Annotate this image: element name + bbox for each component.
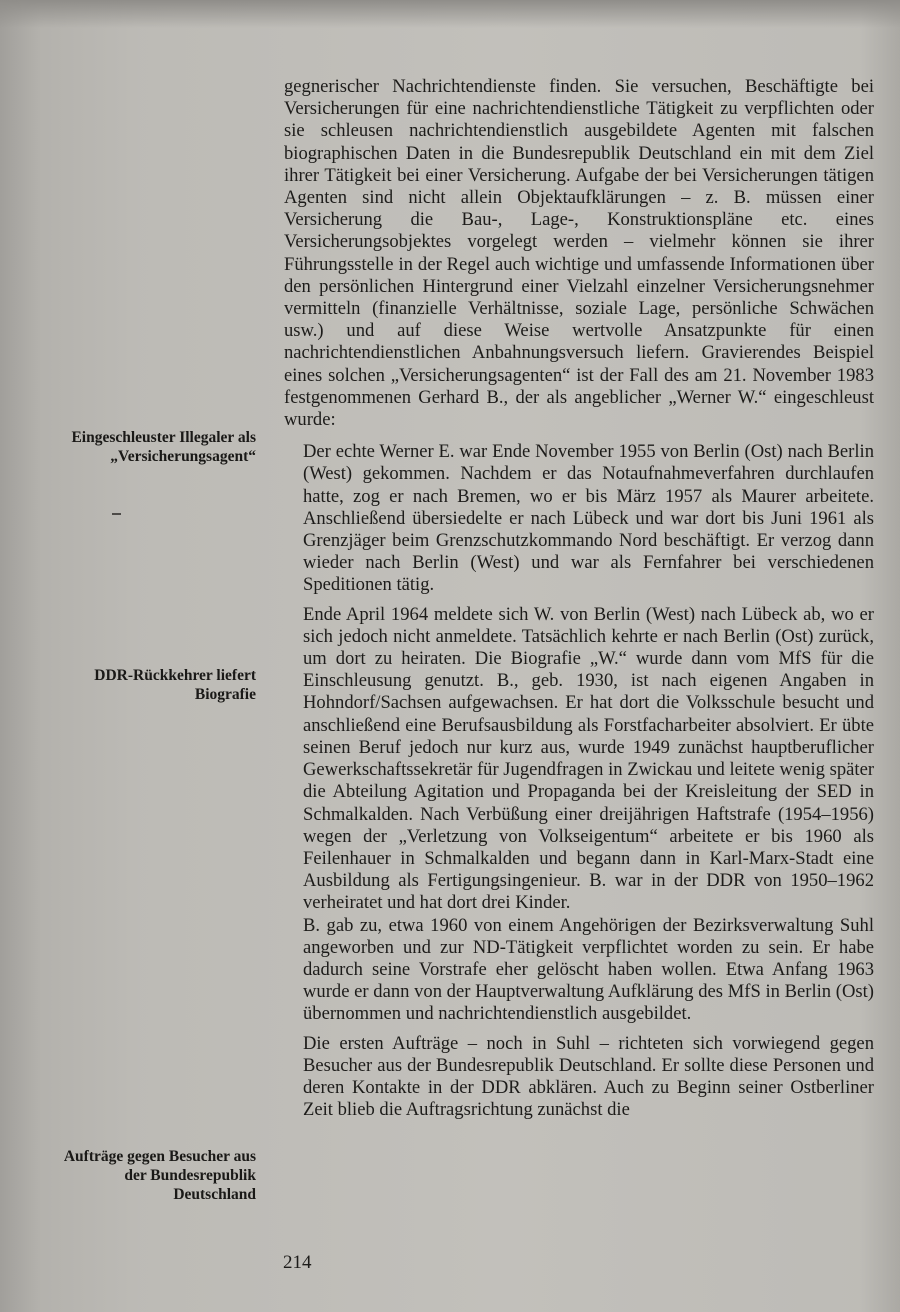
quote-paragraph-werner-e: Der echte Werner E. war Ende November 1955 von Berlin (Ost) nach Berlin (West) gekommen. Nachdem er das Notaufnahmeverfahren durchlaufen hatte, zog er nach Bremen, wo er bis März 1957 als Maurer arbeitete. Anschließend übersiedelte er nach Lübeck und war dort bis Juni 1961 als Grenzjäger beim Grenzschutzkommando Nord beschäftigt. Er verzog dann wieder nach Berlin (West) und war als Fernfahrer bei verschiedenen Speditionen tätig. [303, 441, 874, 596]
scan-top-edge [0, 0, 900, 28]
main-text-column [284, 76, 874, 1121]
quote-paragraph-biography: Ende April 1964 meldete sich W. von Berlin (West) nach Lübeck ab, wo er sich jedoch nicht anmeldete. Tatsächlich kehrte er nach Berlin (Ost) zurück, um dort zu heiraten. Die Biografie „W.“ wurde dann vom MfS für die Einschleusung genutzt. B., geb. 1930, ist nach eigenen Angaben in Hohndorf/Sachsen aufgewachsen. Er hat dort die Volksschule besucht und anschließend eine Berufsausbildung als Forstfacharbeiter absolviert. Er übte seinen Beruf jedoch nur kurz aus, wurde 1949 zunächst hauptberuflicher Gewerkschaftssekretär für Jugendfragen in Zwickau und leitete wenig später die Abteilung Agitation und Propaganda bei der Kreisleitung der SED in Schmalkalden. Nach Verbüßung einer dreijährigen Haftstrafe (1954–1956) wegen der „Verletzung von Volkseigentum“ arbeitete er bis 1960 als Feilenhauer in Schmalkalden und begann dann in Karl-Marx-Stadt eine Ausbildung als Fertigungsingenieur. B. war in der DDR von 1950–1962 verheiratet und hat dort drei Kinder. [303, 603, 875, 914]
sidenote-illegal-agent: Eingeschleuster Illegaler als „Versicherungsagent“ [71, 429, 256, 465]
sidenote-tasks-against-visitors: Aufträge gegen Besucher aus der Bundesrepublik Deutschland [63, 1148, 256, 1203]
paragraph-intro: gegnerischer Nachrichtendienste finden. Sie versuchen, Beschäftigte bei Versicherungen für eine nachrichtendienstliche Tätigkeit zu verpflichten oder sie schleusen nachrichtendienstlich ausgebildete Agenten mit falschen biographischen Daten in die Bundesrepublik Deutschland ein mit dem Ziel ihrer Tätigkeit bei einer Versicherung. Aufgabe der bei Versicherungen tätigen Agenten sind nicht allein Objektaufklärungen – z. B. müssen einer Versicherung die Bau-, Lage-, Konstruktionspläne etc. eines Versicherungsobjektes vorgelegt werden – vielmehr können sie ihrer Führungsstelle in der Regel auch wichtige und umfassende Informationen über den persönlichen Hintergrund einer Vielzahl einzelner Versicherungsnehmer vermitteln (finanzielle Verhältnisse, soziale Lage, persönliche Schwächen usw.) und auf diese Weise wertvolle Ansatzpunkte für einen nachrichtendienstlichen Anbahnungsversuch liefern. Gravierendes Beispiel eines solchen „Versicherungsagenten“ ist der Fall des am 21. November 1983 festgenommenen Gerhard B., der als angeblicher „Werner W.“ eingeschleust wurde: [284, 76, 874, 431]
page-number: 214 [283, 1252, 312, 1273]
quote-paragraph-recruitment: B. gab zu, etwa 1960 von einem Angehörigen der Bezirksverwaltung Suhl angeworben und zur ND-Tätigkeit verpflichtet worden zu sein. Er habe dadurch seine Vorstrafe eher gelöscht haben wollen. Etwa Anfang 1963 wurde er dann von der Hauptverwaltung Aufklärung des MfS in Berlin (Ost) übernommen und nachrichtendienstlich ausgebildet. [303, 914, 874, 1025]
quote-paragraph-first-tasks: Die ersten Aufträge – noch in Suhl – richteten sich vorwiegend gegen Besucher aus der Bundesrepublik Deutschland. Er sollte diese Personen und deren Kontakte in der DDR abklären. Auch zu Beginn seiner Ostberliner Zeit blieb die Auftragsrichtung zunächst die [303, 1032, 874, 1121]
margin-mark [112, 513, 121, 515]
sidenote-ddr-returnee: DDR-Rückkehrer liefert Biografie [94, 667, 256, 703]
